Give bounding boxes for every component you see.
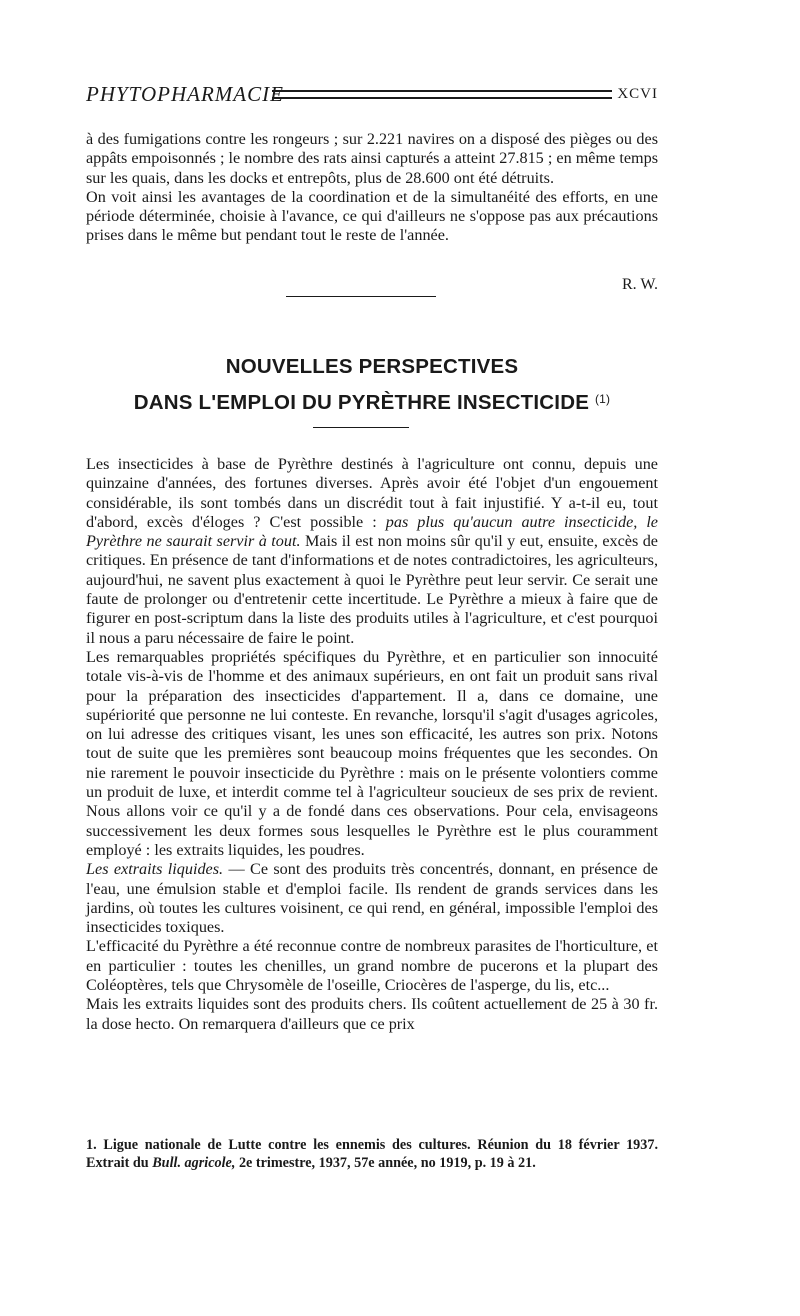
running-header	[86, 80, 658, 110]
header-double-rule	[272, 90, 612, 99]
paragraph: L'efficacité du Pyrèthre a été reconnue contre de nombreux parasites de l'horticulture, et en particulier : toutes les chenilles, un grand nombre de pucerons et la plupart des Coléoptères, tels que Chrysomèle de l'oseille, Criocères de l'asperge, du lis, etc...	[86, 937, 658, 995]
title-underline	[313, 427, 409, 428]
running-title: PHYTOPHARMACIE	[86, 82, 284, 106]
paragraph: à des fumigations contre les rongeurs ; sur 2.221 navires on a disposé des pièges ou des appâts empoisonnés ; le nombre des rats ainsi capturés a atteint 27.815 ; en même temps sur les quais, dans les docks et entrepôts, plus de 28.600 ont été détruits.	[86, 130, 658, 187]
text-run: Mais il est non moins sûr qu'il y eut, ensuite, excès de critiques. En présence de tant d'informations et de notes contradictoires, les agriculteurs, aujourd'hui, ne savent plus exactement à quoi le Pyrèthre peut leur servir. Ce serait une faute de prolonger ou d'entretenir cette incertitude. Le Pyrèthre a mieux à faire que de figurer en post-scriptum dans la liste des produits utiles à l'agriculture, et c'est pourquoi il nous a paru nécessaire de faire le point.	[86, 532, 658, 647]
paragraph	[86, 455, 658, 648]
paragraph: On voit ainsi les avantages de la coordination et de la simultanéité des efforts, en une période déterminée, choisie à l'avance, ce qui d'ailleurs ne s'oppose pas aux précautions prises dans le même but pendant tout le reste de l'année.	[86, 187, 658, 245]
article-title	[86, 350, 658, 419]
italic-run: pas plus qu'aucun autre insecticide, le Pyrèthre ne saurait servir à tout.	[86, 512, 658, 551]
paragraph: Les remarquables propriétés spécifiques du Pyrèthre, et en particulier son innocuité totale vis-à-vis de l'homme et des animaux supérieurs, en ont fait un produit sans rival pour la préparation des insecticides d'appartement. Il a, dans ce domaine, une supériorité que personne ne lui conteste. En revanche, lorsqu'il s'agit d'usages agricoles, on lui adresse des critiques visant, les unes son efficacité, les autres son prix. Notons tout de suite que les premières sont beaucoup moins fréquentes que les secondes. On nie rarement le pouvoir insecticide du Pyrèthre : mais on le présente volontiers comme un produit de luxe, et interdit comme tel à l'agriculteur soucieux de ses prix de revient. Nous allons voir ce qu'il y a de fondé dans ces observations. Pour cela, envisageons successivement les deux formes sous lesquelles le Pyrèthre est le plus couramment employé : les extraits liquides, les poudres.	[86, 647, 658, 859]
title-line	[86, 383, 658, 419]
author-signature: R. W.	[621, 276, 658, 293]
text-run: 1. Ligue nationale de Lutte contre les ennemis des cultures. Réunion du 18 février 1937. Extrait du	[86, 1137, 658, 1171]
footnote-ref: (1)	[594, 392, 611, 406]
section-divider	[286, 296, 436, 297]
italic-run: Les extraits liquides.	[86, 860, 224, 879]
previous-article-ending	[86, 130, 658, 246]
text-run: Les insecticides à base de Pyrèthre destinés à l'agriculture ont connu, depuis une quinzaine d'années, des fortunes diverses. Après avoir été l'objet d'un engouement considérable, ils sont tombés dans un discrédit tout à fait injustifié. Y a-t-il eu, tout d'abord, excès d'éloges ? C'est possible :	[86, 455, 658, 531]
paragraph: Mais les extraits liquides sont des produits chers. Ils coûtent actuellement de 25 à 30 fr. la dose hecto. On remarquera d'ailleurs que ce prix	[86, 995, 658, 1033]
italic-run: Bull. agricole,	[152, 1154, 236, 1171]
article-body	[86, 455, 658, 1034]
text-run: — Ce sont des produits très concentrés, donnant, en présence de l'eau, une émulsion stable et d'emploi facile. Ils rendent de grands services dans les jardins, où toutes les cultures voisinent, ce qui rend, en général, impossible l'emploi des insecticides toxiques.	[86, 860, 658, 937]
page-number: XCVI	[617, 86, 658, 102]
footnote	[86, 1137, 658, 1172]
text-run: 2e trimestre, 1937, 57e année, no 1919, p. 19 à 21.	[235, 1154, 536, 1171]
title-line: NOUVELLES PERSPECTIVES	[225, 355, 519, 378]
title-line-text: DANS L'EMPLOI DU PYRÈTHRE INSECTICIDE	[133, 391, 590, 414]
paragraph	[86, 860, 658, 937]
document-page	[86, 0, 658, 1316]
